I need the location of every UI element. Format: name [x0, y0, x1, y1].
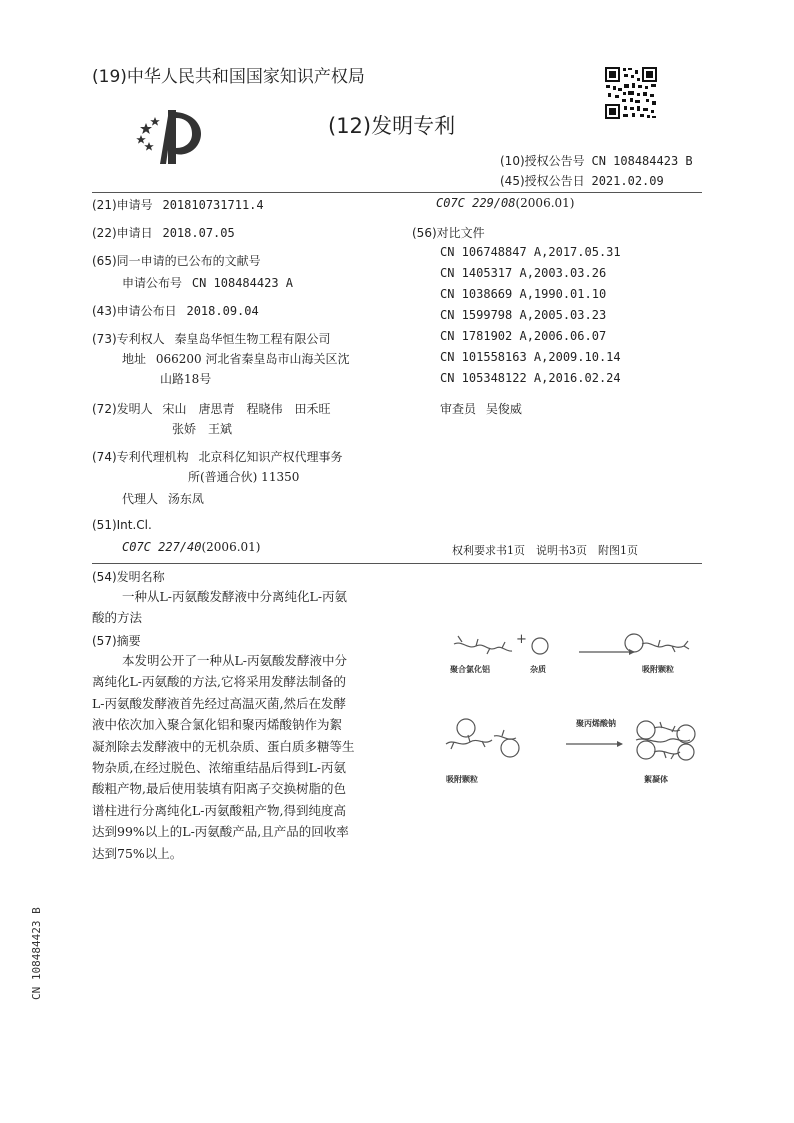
publication-number-label: 申请公布号 — [122, 276, 183, 290]
agent: 汤东凤 — [167, 492, 204, 506]
agency-row — [92, 448, 342, 465]
classification-code: C07C 229/08 — [436, 196, 516, 210]
inventors-line-1: 宋山 唐思青 程晓伟 田禾旺 — [162, 402, 331, 416]
int-cl-row — [122, 540, 260, 554]
impurity-particle — [532, 638, 548, 654]
abstract-line: 酸粗产物,最后使用装填有阳离子交换树脂的色 — [92, 781, 346, 797]
address-label: 地址 — [122, 352, 147, 366]
abstract-body — [92, 650, 355, 864]
grant-number: CN 108484423 B — [591, 154, 693, 168]
application-date-label: (22)申请日 — [92, 226, 153, 240]
qr-code — [604, 66, 658, 120]
application-number-label: (21)申请号 — [92, 198, 153, 212]
document-type: (12)发明专利 — [328, 114, 456, 138]
top-divider — [92, 192, 702, 193]
abstract-line: 凝剂除去发酵液中的无机杂质、蛋白质多糖等生 — [92, 738, 355, 754]
publication-number-row — [122, 274, 293, 291]
address-line-1: 066200 河北省秦皇岛市山海关区沈 — [155, 352, 350, 366]
inventors-label: (72)发明人 — [92, 402, 153, 416]
grant-number-label: (10)授权公告号 — [500, 154, 585, 168]
publication-date-label: (43)申请公布日 — [92, 304, 177, 318]
agent-label: 代理人 — [122, 492, 159, 506]
reference-item: CN 101558163 A,2009.10.14 — [440, 350, 621, 364]
application-number-row — [92, 196, 264, 213]
reference-item: CN 105348122 A,2016.02.24 — [440, 371, 621, 385]
label-floc: 絮凝体 — [644, 775, 668, 784]
abstract-figure — [432, 624, 704, 792]
publication-number: CN 108484423 A — [191, 276, 293, 290]
publication-date: 2018.09.04 — [186, 304, 259, 318]
cnipa-logo — [132, 106, 206, 168]
reference-item: CN 106748847 A,2017.05.31 — [440, 245, 621, 259]
reference-item: CN 1599798 A,2005.03.23 — [440, 308, 607, 322]
publication-date-row — [92, 302, 259, 319]
classification-year: (2006.01) — [515, 196, 575, 210]
abstract-line: L-丙氨酸发酵液首先经过高温灭菌,然后在发酵 — [92, 695, 346, 711]
abstract-line: 物杂质,在经过脱色、浓缩重结晶后得到L-丙氨 — [92, 760, 346, 776]
int-cl-code: C07C 227/40 — [122, 540, 202, 554]
references-label: (56)对比文件 — [412, 226, 485, 240]
prior-publication-label: (65)同一申请的已公布的文献号 — [92, 254, 261, 268]
invention-title-line-1: 一种从L-丙氨酸发酵液中分离纯化L-丙氨 — [122, 589, 348, 604]
abstract-line: 达到99%以上的L-丙氨酸产品,且产品的回收率 — [92, 824, 349, 840]
abstract-line: 本发明公开了一种从L-丙氨酸发酵液中分 — [122, 653, 348, 668]
reference-item: CN 1781902 A,2006.06.07 — [440, 329, 607, 343]
application-date: 2018.07.05 — [162, 226, 235, 240]
patentee-row — [92, 330, 330, 347]
label-impurity: 杂质 — [530, 665, 546, 674]
title-label: (54)发明名称 — [92, 570, 165, 584]
references-list — [440, 242, 621, 389]
patentee-label: (73)专利权人 — [92, 332, 165, 346]
label-pac: 聚合氯化铝 — [450, 665, 490, 674]
label-pas: 聚丙烯酸钠 — [576, 719, 616, 728]
label-adsorbed-2: 吸附颗粒 — [446, 775, 478, 784]
application-date-row — [92, 224, 235, 241]
int-cl-year: (2006.01) — [201, 540, 261, 554]
agency-label: (74)专利代理机构 — [92, 450, 189, 464]
application-number: 201810731711.4 — [162, 198, 264, 212]
examiner: 吴俊威 — [485, 402, 522, 416]
abstract-line: 液中依次加入聚合氯化铝和聚丙烯酸钠作为絮 — [92, 717, 343, 733]
page-counts: 权利要求书1页 说明书3页 附图1页 — [452, 544, 638, 557]
middle-divider — [92, 563, 702, 564]
agency-line-1: 北京科亿知识产权代理事务 — [198, 450, 343, 464]
grant-number-row — [500, 152, 693, 169]
inventors-row — [92, 400, 330, 417]
grant-date-label: (45)授权公告日 — [500, 174, 585, 188]
address-row — [122, 350, 349, 367]
abstract-line: 离纯化L-丙氨酸的方法,它将采用发酵法制备的 — [92, 674, 346, 690]
int-cl-label: (51)Int.Cl. — [92, 518, 152, 532]
invention-title — [92, 586, 347, 628]
inventors-line-2: 张娇 王斌 — [172, 422, 233, 436]
office-name: (19)中华人民共和国国家知识产权局 — [92, 67, 365, 87]
agency-line-2: 所(普通合伙) 11350 — [188, 470, 300, 484]
agent-row — [122, 490, 204, 507]
grant-date: 2021.02.09 — [591, 174, 664, 188]
patentee: 秦皇岛华恒生物工程有限公司 — [174, 332, 331, 346]
reference-item: CN 1038669 A,1990.01.10 — [440, 287, 607, 301]
invention-title-line-2: 酸的方法 — [92, 610, 143, 625]
side-document-number: CN 108484423 B — [30, 907, 43, 1000]
plus-sign: + — [516, 632, 527, 647]
abstract-line: 谱柱进行分离纯化L-丙氨酸粗产物,得到纯度高 — [92, 802, 346, 818]
abstract-line: 达到75%以上。 — [92, 845, 183, 861]
examiner-label: 审查员 — [440, 402, 477, 416]
abstract-label: (57)摘要 — [92, 634, 141, 648]
grant-date-row — [500, 172, 664, 189]
label-adsorbed-1: 吸附颗粒 — [642, 665, 674, 674]
examiner-row — [440, 400, 522, 417]
address-line-2: 山路18号 — [160, 372, 212, 386]
classification-row — [436, 196, 574, 210]
reference-item: CN 1405317 A,2003.03.26 — [440, 266, 607, 280]
